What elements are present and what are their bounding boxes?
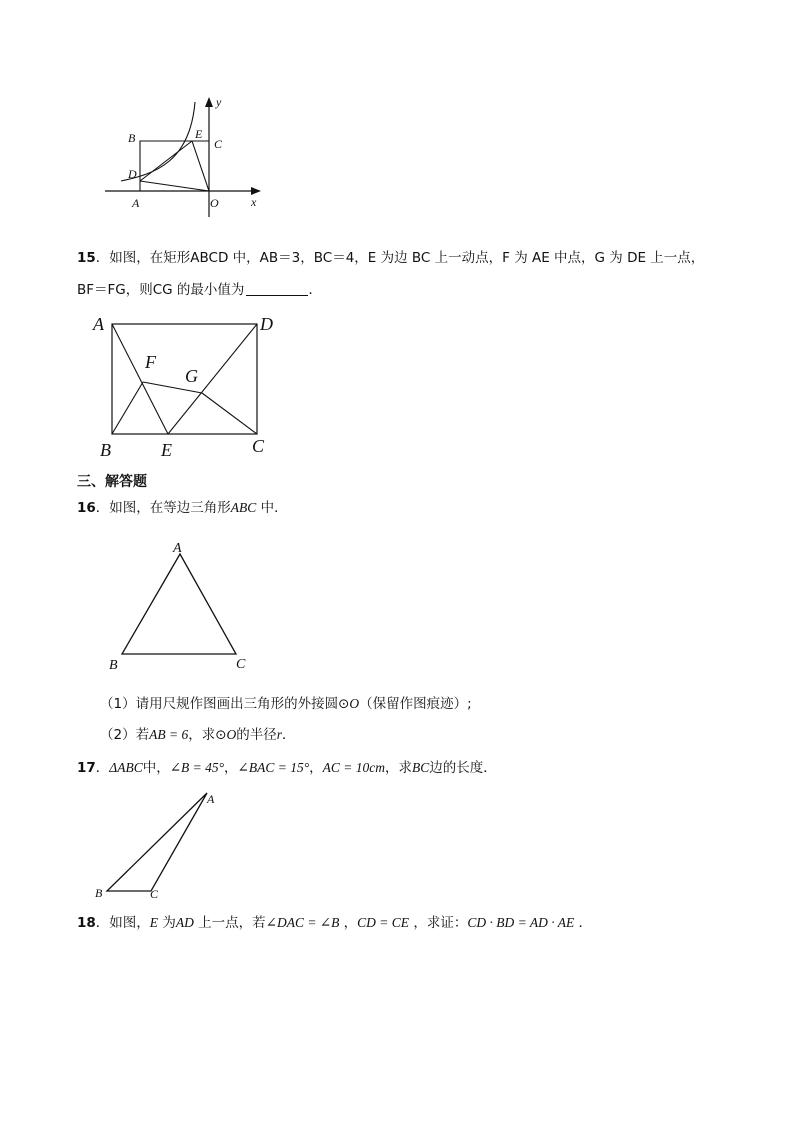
- label-a: A: [173, 541, 182, 556]
- question-text: 中．: [260, 500, 288, 516]
- circle-symbol: ⊙: [338, 696, 350, 712]
- answer-blank: [246, 281, 308, 296]
- math-angle-equality: ∠DAC = ∠B: [265, 915, 340, 930]
- label-a: A: [93, 314, 104, 334]
- question-number: 17: [77, 760, 96, 776]
- label-a: A: [132, 196, 140, 210]
- label-g: G: [185, 366, 198, 386]
- segment-do: [140, 181, 209, 191]
- segment-ae: [112, 324, 168, 434]
- math-bc: BC: [411, 760, 430, 775]
- math-ad: AD: [175, 915, 194, 930]
- question-18: [77, 913, 592, 933]
- question-text: （2）若: [100, 727, 150, 743]
- label-e: E: [195, 127, 203, 141]
- triangle-abc: [122, 554, 236, 654]
- segment-bf: [112, 382, 143, 434]
- question-number: 15: [77, 250, 96, 266]
- circle-symbol: ⊙: [215, 727, 227, 743]
- label-c: C: [150, 887, 159, 901]
- math-e: E: [149, 915, 159, 930]
- figure-q16-triangle: [105, 538, 255, 676]
- label-c: C: [236, 657, 246, 672]
- math-triangle-abc: ΔABC: [109, 760, 143, 775]
- question-text: ，求证：: [413, 915, 468, 931]
- label-o: O: [210, 196, 219, 210]
- figure-q17-triangle: [90, 787, 225, 902]
- question-text: （保留作图痕迹）;: [359, 696, 472, 712]
- question-text: ．如图，在矩形ABCD 中，AB＝3，BC＝4，E 为边 BC 上一动点，F 为 AE 中点，G 为 DE 上一点，: [95, 250, 705, 266]
- label-c: C: [252, 436, 265, 456]
- label-b: B: [100, 440, 111, 460]
- question-text: 上一点，若: [198, 915, 266, 931]
- math-product-equality: CD · BD = AD · AE: [467, 915, 575, 930]
- math-abc: ABC: [230, 500, 257, 515]
- math-ac: AC = 10cm: [322, 760, 385, 775]
- question-text: ，求: [188, 727, 216, 743]
- question-text: ，: [309, 760, 323, 776]
- question-text: ．如图，在等边三角形: [95, 500, 231, 516]
- figure-q14-coordinate-plot: [95, 92, 275, 217]
- question-text: BF＝FG，则CG 的最小值为: [77, 282, 245, 298]
- question-15-line-2: [77, 280, 322, 300]
- question-16: [77, 498, 288, 518]
- label-f: F: [145, 352, 156, 372]
- label-b: B: [128, 131, 136, 145]
- question-number: 16: [77, 500, 96, 516]
- math-angle-bac: ∠BAC = 15°: [237, 760, 310, 775]
- question-text: ．如图，: [95, 915, 150, 931]
- label-d: D: [128, 167, 137, 181]
- label-e: E: [161, 440, 172, 460]
- section-title: 三、解答题: [77, 474, 147, 490]
- label-b: B: [95, 886, 103, 900]
- rectangle-abco: [140, 141, 209, 191]
- question-text: ，: [224, 760, 238, 776]
- math-o: O: [349, 696, 360, 711]
- question-text: 的半径: [236, 727, 277, 743]
- segment-de: [140, 141, 192, 181]
- question-text: 边的长度．: [429, 760, 497, 776]
- question-number: 18: [77, 915, 96, 931]
- x-axis-arrow: [251, 187, 261, 195]
- segment-gc: [202, 393, 257, 434]
- y-axis-arrow: [205, 97, 213, 107]
- question-text: ．: [578, 915, 593, 931]
- question-text: ．: [282, 727, 296, 743]
- question-text: ，求: [384, 760, 412, 776]
- question-text: （1）请用尺规作图画出三角形的外接圆: [100, 696, 339, 712]
- question-text: ，: [343, 915, 358, 931]
- label-b: B: [109, 658, 118, 673]
- label-x: x: [251, 195, 257, 209]
- question-15-line-1: [77, 248, 704, 268]
- label-a: A: [207, 792, 215, 806]
- question-text: ．: [308, 282, 322, 298]
- figure-q15-rectangle: [88, 310, 288, 460]
- label-c: C: [214, 137, 223, 151]
- math-ab-equals-6: AB = 6: [149, 727, 189, 742]
- math-r: r: [276, 727, 283, 742]
- label-y: y: [216, 95, 222, 109]
- label-d: D: [260, 314, 273, 334]
- segment-eo: [192, 141, 209, 191]
- triangle-abc: [107, 793, 207, 891]
- question-text: 中，: [142, 760, 170, 776]
- segment-de: [168, 324, 257, 434]
- question-text: 为: [162, 915, 176, 931]
- question-16-part-1: [100, 694, 472, 714]
- math-o: O: [226, 727, 237, 742]
- question-16-part-2: [100, 725, 296, 745]
- question-17: 17．ΔABC中，∠B = 45°，∠BAC = 15°，AC = 10cm，求BC边的长度．: [77, 760, 497, 776]
- math-cd-equals-ce: CD = CE: [357, 915, 410, 930]
- math-angle-b: ∠B = 45°: [169, 760, 225, 775]
